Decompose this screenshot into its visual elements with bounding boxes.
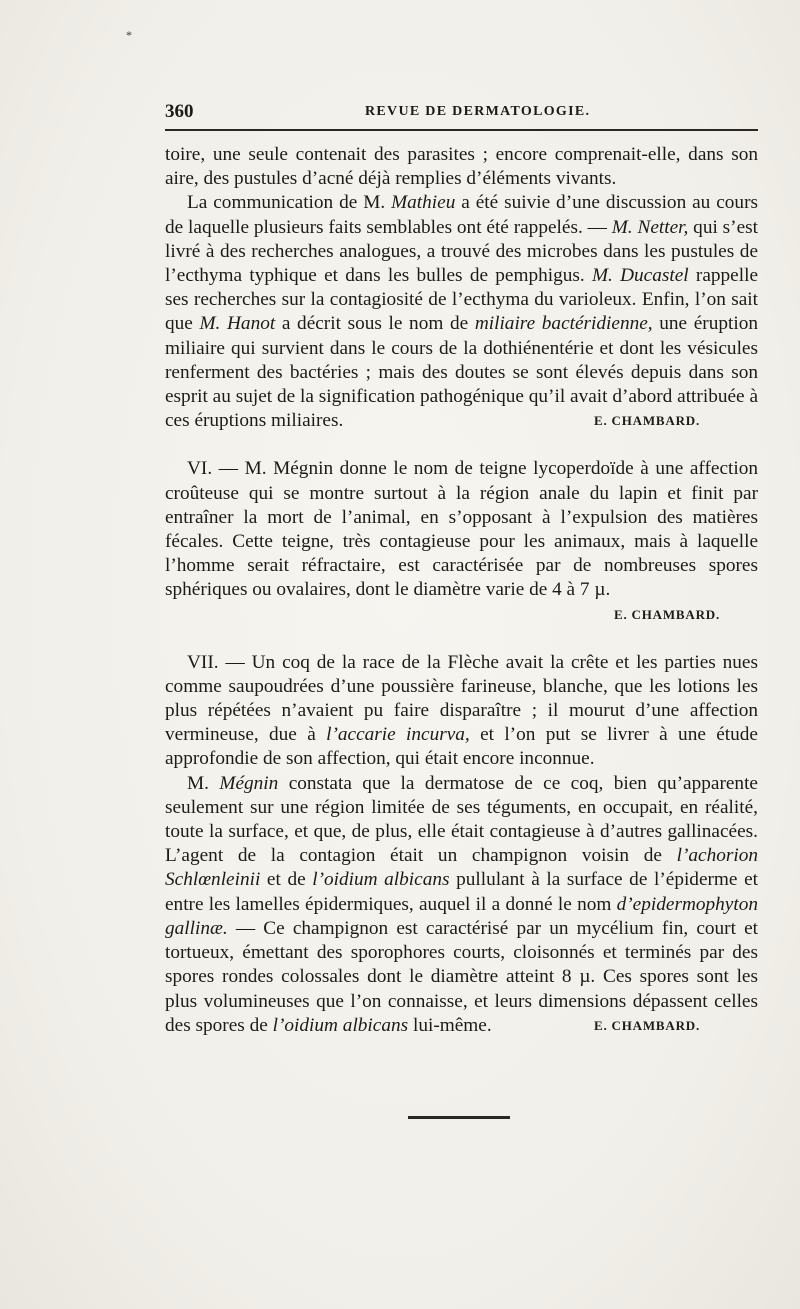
signature: E. CHAMBARD. <box>593 1017 700 1033</box>
text-run: La communication de M. <box>187 192 392 214</box>
term: l’achorion Schlœnleinii <box>165 845 758 891</box>
author-name: M. Ducastel <box>591 265 689 287</box>
text-run: VII. — Un coq de la race de la Flèche avait la crête et les parties nues comme saupoudrées d’une poussière farineuse, blanche, que les lotions les plus répétées n’avaient pu faire disparaître ; il mourut d’une affection vermineuse, due à <box>165 651 758 746</box>
page-number: 360 <box>165 101 194 122</box>
author-name: Mathieu <box>391 192 456 214</box>
text-run: et l’on put se livrer à une étude approfondie de son affection, qui était encore inconnue. <box>165 724 758 770</box>
text-run: toire, une seule contenait des parasites ; encore comprenait-elle, dans son aire, des pustules d’acné déjà remplies d’éléments vivants. <box>165 144 758 190</box>
text-run: une éruption miliaire qui survient dans le cours de la dothiénentérie et dont les vésicules renferment des bactéries ; mais des doutes se sont élevés depuis dans son esprit au sujet de la signification pathogénique qu’il avait d’abord attribuée à ces éruptions miliaires. <box>165 313 758 432</box>
margin-mark: * <box>126 28 132 42</box>
text-run: constata que la dermatose de ce coq, bien qu’apparente seulement sur une région limitée de ses téguments, en occupait, en réalité, toute la surface, et que, de plus, elle était contagieuse à d’autres gallinacées. L’agent de la contagion était un champignon voisin de <box>165 772 758 867</box>
text-run: VI. — M. Mégnin donne le nom de teigne lycoperdoïde à une affection croûteuse qui se montre surtout à la région anale du lapin et finit par entraîner la mort de l’animal, en s’opposant à l’expulsion des matières fécales. Cette teigne, très contagieuse pour les animaux, mais à laquelle l’homme serait réfractaire, est caractérisée par de nombreuses spores sphériques ou ovalaires, dont le diamètre varie de 4 à 7 µ. <box>165 458 758 601</box>
term: miliaire bactéridienne, <box>474 313 653 335</box>
text-column <box>165 143 758 1038</box>
term: l’accarie incurva, <box>326 724 470 746</box>
paragraph-section-vi <box>165 457 758 602</box>
header-rule <box>165 129 758 131</box>
end-rule <box>408 1116 510 1119</box>
text-run: a décrit sous le nom de <box>275 313 475 335</box>
text-run: a été suivie d’une discussion au cours de laquelle plusieurs faits semblables ont été rappelés. — <box>165 192 758 238</box>
text-run: M. <box>187 772 220 794</box>
paragraph-communication <box>165 191 758 433</box>
text-run: et de <box>260 869 313 891</box>
author-name: M. Netter, <box>611 216 689 238</box>
term: d’epidermophyton gallinæ. <box>165 893 758 939</box>
paragraph-continuation <box>165 143 758 191</box>
signature: E. CHAMBARD. <box>613 606 720 622</box>
term: l’oidium albicans <box>272 1014 409 1036</box>
author-name: Mégnin <box>219 772 279 794</box>
text-run: pullulant à la surface de l’épiderme et entre les lamelles épidermiques, auquel il a donné le nom <box>165 869 758 915</box>
text-run: — Ce champignon est caractérisé par un mycélium fin, court et tortueux, émettant des sporophores courts, cloisonnés et terminés par des spores rondes colossales dont le diamètre atteint 8 µ. Ces spores sont les plus volumineuses que l’on connaisse, et leurs dimensions dépassent celles des spores de <box>165 917 758 1036</box>
signature: E. CHAMBARD. <box>593 413 700 429</box>
journal-title: REVUE DE DERMATOLOGIE. <box>365 104 591 119</box>
text-run: rappelle ses recherches sur la contagiosité de l’ecthyma du varioleux. Enfin, l’on sait que <box>165 265 758 335</box>
running-head <box>165 101 758 123</box>
term: l’oidium albicans <box>312 869 450 891</box>
author-name: M. Hanot <box>199 313 276 335</box>
paragraph-megnin <box>165 772 758 1038</box>
show-through-lower <box>140 1060 780 1170</box>
paragraph-section-vii <box>165 651 758 772</box>
text-run: lui-même. <box>408 1014 492 1036</box>
text-run: qui s’est livré à des recherches analogues, a trouvé des microbes dans les pustules de l’ecthyma typhique et dans les bulles de pemphigus. <box>165 216 759 287</box>
